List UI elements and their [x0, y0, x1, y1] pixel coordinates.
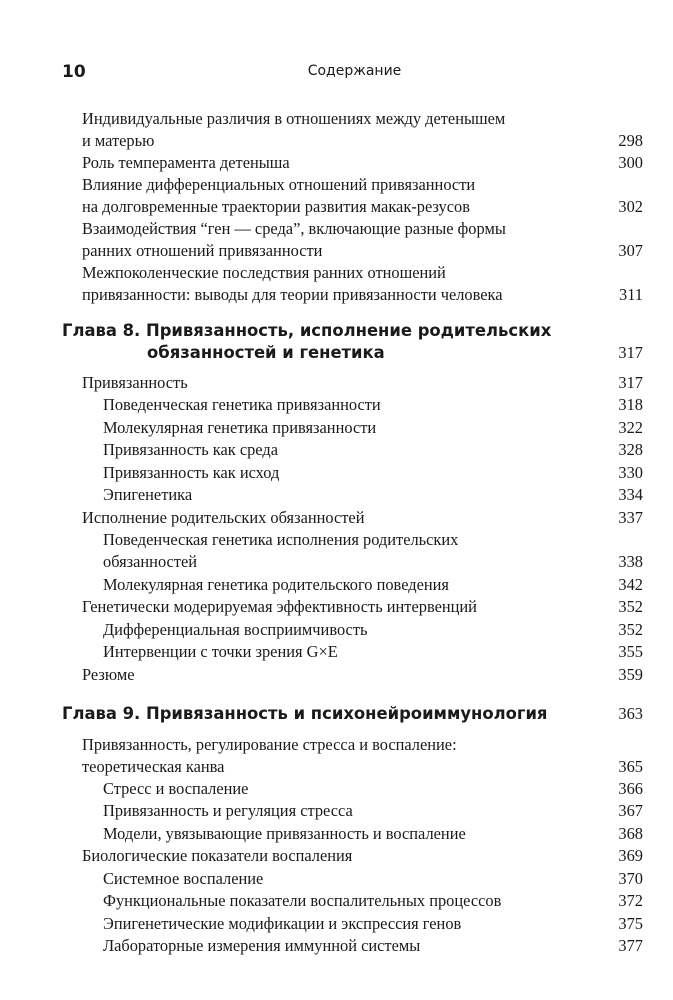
toc-entry [103, 439, 643, 461]
toc-entry-text: Модели, увязывающие привязанность и воспаление [103, 824, 466, 843]
toc-entry-text: Взаимодействия “ген — среда”, включающие разные формы [82, 219, 506, 238]
toc-entry [103, 574, 643, 596]
toc-page-number: 363 [618, 704, 643, 723]
chapter-heading [62, 320, 643, 364]
toc-entry-text: теоретическая канва [82, 757, 225, 776]
toc-page-number: 300 [618, 153, 643, 172]
toc-page-number: 302 [618, 197, 643, 216]
toc-page-number: 352 [618, 597, 643, 616]
toc-entry-text: Эпигенетика [103, 485, 193, 504]
toc-entry-text: Молекулярная генетика привязанности [103, 418, 377, 437]
toc-entry [82, 664, 643, 686]
toc-entry-text: Влияние дифференциальных отношений привязанности [82, 175, 476, 194]
toc-page-number: 369 [618, 846, 643, 865]
toc-entry [103, 868, 643, 890]
toc-page-number: 317 [618, 343, 643, 362]
toc-entry-text: Поведенческая генетика исполнения родительских [103, 530, 459, 549]
toc-entry-text: Привязанность, регулирование стресса и воспаление: [82, 735, 457, 754]
toc-entry-text: Межпоколенческие последствия ранних отношений [82, 263, 446, 282]
chapter-title: Глава 8. Привязанность, исполнение родительских [62, 321, 552, 340]
toc-entry [103, 417, 643, 439]
toc-entry-text: Эпигенетические модификации и экспрессия генов [103, 914, 462, 933]
toc-page-number: 322 [618, 418, 643, 437]
toc-page-number: 367 [618, 801, 643, 820]
toc-entry-text: Генетически модерируемая эффективность интервенций [82, 597, 477, 616]
toc-entry-text: Стресс и воспаление [103, 779, 249, 798]
toc-entry-text: Привязанность и регуляция стресса [103, 801, 353, 820]
toc-entry-text: Поведенческая генетика привязанности [103, 395, 381, 414]
toc-page-number: 298 [618, 131, 643, 150]
toc-page-number: 307 [618, 241, 643, 260]
toc-page-number: 311 [619, 285, 643, 304]
toc-entry [103, 394, 643, 416]
toc-entry [82, 152, 643, 174]
page-number: 10 [62, 62, 86, 82]
toc-entry [82, 108, 643, 152]
toc-entry [103, 619, 643, 641]
toc-entry-text: Дифференциальная восприимчивость [103, 620, 368, 639]
toc-entry [103, 913, 643, 935]
toc-entry-text: Индивидуальные различия в отношениях между детенышем [82, 109, 506, 128]
toc-page-number: 337 [618, 508, 643, 527]
toc-page-number: 370 [618, 869, 643, 888]
toc-entry [82, 596, 643, 618]
toc-entry-text: и матерью [82, 131, 155, 150]
toc-page-number: 318 [618, 395, 643, 414]
toc-entry-text: ранних отношений привязанности [82, 241, 323, 260]
toc-entry-text: обязанностей [103, 552, 198, 571]
toc-page-number: 368 [618, 824, 643, 843]
toc-entry [103, 935, 643, 957]
toc-page-number: 338 [618, 552, 643, 571]
toc-page-number: 355 [618, 642, 643, 661]
toc-entry-text: Привязанность [82, 373, 188, 392]
toc-page-number: 359 [618, 665, 643, 684]
running-header: Содержание [307, 63, 402, 79]
toc-entry [103, 462, 643, 484]
toc-entry-text: на долговременные траектории развития макак-резусов [82, 197, 470, 216]
toc-entry-text: Лабораторные измерения иммунной системы [103, 936, 421, 955]
toc-entry-text: Исполнение родительских обязанностей [82, 508, 365, 527]
toc-entry [103, 641, 643, 663]
toc-entry-text: Привязанность как среда [103, 440, 278, 459]
toc-page-number: 365 [618, 757, 643, 776]
toc-page-number: 328 [618, 440, 643, 459]
toc-page-number: 352 [618, 620, 643, 639]
toc-entry-text: Резюме [82, 665, 135, 684]
toc-entry-text: Биологические показатели воспаления [82, 846, 353, 865]
toc-page-number: 334 [618, 485, 643, 504]
toc-entry [82, 174, 643, 218]
chapter-heading [62, 703, 643, 725]
toc-entry [82, 372, 643, 394]
toc-entry [82, 507, 643, 529]
toc-entry-text: Роль темперамента детеныша [82, 153, 290, 172]
toc-entry [82, 218, 643, 262]
toc-entry-text: Системное воспаление [103, 869, 264, 888]
toc-entry [103, 890, 643, 912]
toc-entry [82, 734, 643, 778]
toc-page-number: 317 [618, 373, 643, 392]
toc-entry [82, 845, 643, 867]
toc-entry [82, 262, 643, 306]
toc-page-number: 366 [618, 779, 643, 798]
toc-entry-text: Функциональные показатели воспалительных процессов [103, 891, 502, 910]
toc-entry [103, 823, 643, 845]
toc-entry [103, 778, 643, 800]
toc-entry [103, 800, 643, 822]
toc-page-number: 342 [618, 575, 643, 594]
toc-entry [103, 529, 643, 573]
toc-entry-text: привязанности: выводы для теории привязанности человека [82, 285, 503, 304]
toc-entry-text: Молекулярная генетика родительского поведения [103, 575, 449, 594]
toc-page-number: 330 [618, 463, 643, 482]
toc-entry [103, 484, 643, 506]
toc-page-number: 372 [618, 891, 643, 910]
toc-entry-text: Привязанность как исход [103, 463, 280, 482]
toc-entry-text: Интервенции с точки зрения G×E [103, 642, 338, 661]
toc-page-number: 375 [618, 914, 643, 933]
chapter-title-cont: обязанностей и генетика [147, 343, 385, 362]
chapter-title: Глава 9. Привязанность и психонейроиммунология [62, 704, 548, 723]
toc-page-number: 377 [618, 936, 643, 955]
